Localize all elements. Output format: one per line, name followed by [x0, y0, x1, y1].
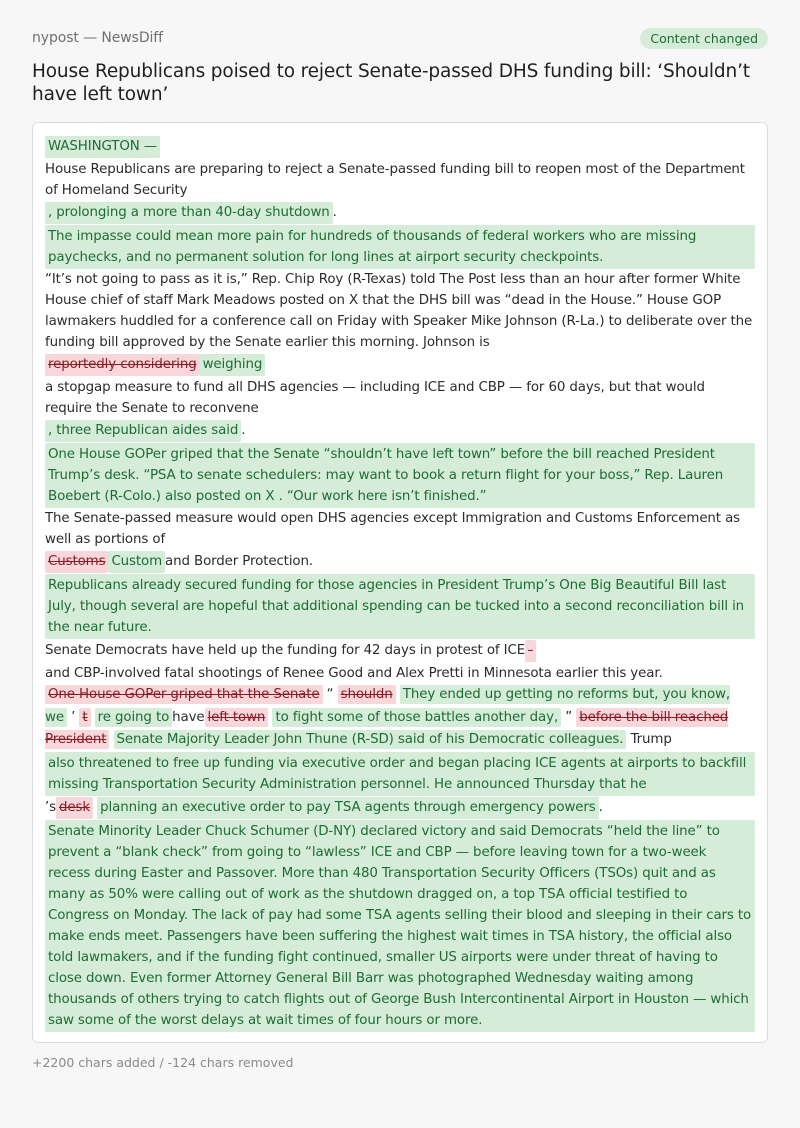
removed-text: t	[79, 708, 90, 727]
diff-line: and CBP-involved fatal shootings of Renee Good and Alex Pretti in Minnesota earlier this year.	[45, 666, 663, 681]
unchanged-text: .	[332, 205, 337, 220]
added-text: , prolonging a more than 40-day shutdown	[45, 202, 333, 224]
top-bar	[32, 24, 768, 52]
diff-line: “It’s not going to pass as it is,” Rep. Chip Roy (R-Texas) told The Post less than an hour after former White House chief of staff Mark Meadows posted on X that the DHS bill was “dead in the House.” House GOP lawmakers huddled for a conference call on Friday with Speaker Mike Johnson (R-La.) to deliberate over the funding bill approved by the Senate earlier this morning. Johnson is	[45, 272, 753, 350]
removed-text: -	[525, 640, 536, 662]
added-text: , three Republican aides said	[45, 420, 241, 442]
added-text: Senate Majority Leader John Thune (R-SD) said of his Democratic colleagues.	[114, 730, 627, 749]
diff-line	[45, 796, 755, 820]
removed-text: reportedly considering	[45, 354, 200, 376]
unchanged-text: have	[172, 709, 205, 725]
unchanged-text: ”	[565, 709, 573, 725]
diff-line	[45, 353, 755, 377]
source-label: nypost — NewsDiff	[32, 30, 163, 46]
diff-line: a stopgap measure to fund all DHS agencies — including ICE and CBP — for 60 days, but that would require the Senate to reconvene	[45, 380, 705, 416]
diff-line	[45, 639, 755, 663]
added-text: weighing	[200, 354, 266, 376]
added-block: Republicans already secured funding for those agencies in President Trump’s One Big Beautiful Bill last July, though several are hopeful that additional spending can be tucked into a second reconciliation bill in the near future.	[45, 574, 755, 639]
diff-card	[32, 122, 768, 1043]
unchanged-text: and Border Protection.	[165, 554, 313, 569]
diff-line	[45, 135, 755, 159]
added-block: One House GOPer griped that the Senate “shouldn’t have left town” before the bill reached President Trump’s desk. “PSA to senate schedulers: may want to book a return flight for your boss,” Rep. Lauren Boebert (R-Colo.) also posted on X . “Our work here isn’t finished.”	[45, 443, 755, 508]
diff-body	[45, 135, 755, 1032]
added-text: planning an executive order to pay TSA agents through emergency powers	[97, 797, 599, 819]
page	[0, 24, 800, 1128]
unchanged-text: Senate Democrats have held up the funding for 42 days in protest of ICE	[45, 643, 526, 658]
diff-stats: +2200 chars added / -124 chars removed	[32, 1054, 294, 1070]
removed-text: shouldn	[338, 685, 396, 704]
removed-text: One House GOPer griped that the Senate	[45, 685, 323, 704]
diff-line	[45, 550, 755, 574]
added-text: re going to	[95, 708, 173, 727]
diff-line-mixed	[45, 684, 755, 752]
removed-text: Customs	[45, 551, 108, 573]
added-text: WASHINGTON —	[45, 136, 160, 158]
removed-text: before the bill reached President	[45, 709, 729, 747]
unchanged-text: .	[598, 799, 603, 815]
status-badge: Content changed	[640, 28, 768, 49]
diff-line: House Republicans are preparing to reject a Senate-passed funding bill to reopen most of the Department of Homeland Security	[45, 162, 745, 198]
added-block: also threatened to free up funding via executive order and began placing ICE agents at airports to backfill missing Transportation Security Administration personnel. He announced Thursday that he	[45, 752, 755, 796]
added-text: Custom	[108, 551, 165, 573]
unchanged-text: Trump	[630, 732, 672, 747]
unchanged-text: ’	[71, 709, 76, 725]
unchanged-text: ’s	[45, 799, 56, 815]
added-block: Senate Minority Leader Chuck Schumer (D-NY) declared victory and said Democrats “held the line” to prevent a “blank check” from going to “lawless” ICE and CBP — before leaving town for a two-week recess during Easter and Passover. More than 480 Transportation Security Officers (TSOs) quit and as many as 50% were calling out of work as the shutdown dragged on, a top TSA official testified to Congress on Monday. The lack of pay had some TSA agents selling their blood and sleeping in their cars to make ends meet. Passengers have been suffering the highest wait times in TSA history, the official also told lawmakers, and if the funding fight continued, smaller US airports were under threat of having to close down. Even former Attorney General Bill Barr was photographed Wednesday waiting among thousands of others trying to catch flights out of George Bush Intercontinental Airport in Houston — which saw some of the worst delays at wait times of four hours or more.	[45, 820, 755, 1032]
added-block: The impasse could mean more pain for hundreds of thousands of federal workers who are missing paychecks, and no permanent solution for long lines at airport security checkpoints.	[45, 225, 755, 269]
unchanged-text: .	[241, 423, 246, 438]
diff-line	[45, 201, 755, 225]
unchanged-text: “	[326, 687, 334, 702]
added-text: They ended up getting no reforms but, you know, we	[45, 687, 731, 725]
article-title: House Republicans poised to reject Senate-passed DHS funding bill: ‘Shouldn’t have left town’	[32, 61, 750, 105]
diff-line: The Senate-passed measure would open DHS agencies except Immigration and Customs Enforcement as well as portions of	[45, 511, 741, 547]
added-text: to fight some of those battles another day,	[272, 708, 561, 727]
removed-text: left town	[205, 708, 269, 727]
diff-line	[45, 419, 755, 443]
removed-text: desk	[56, 797, 93, 819]
